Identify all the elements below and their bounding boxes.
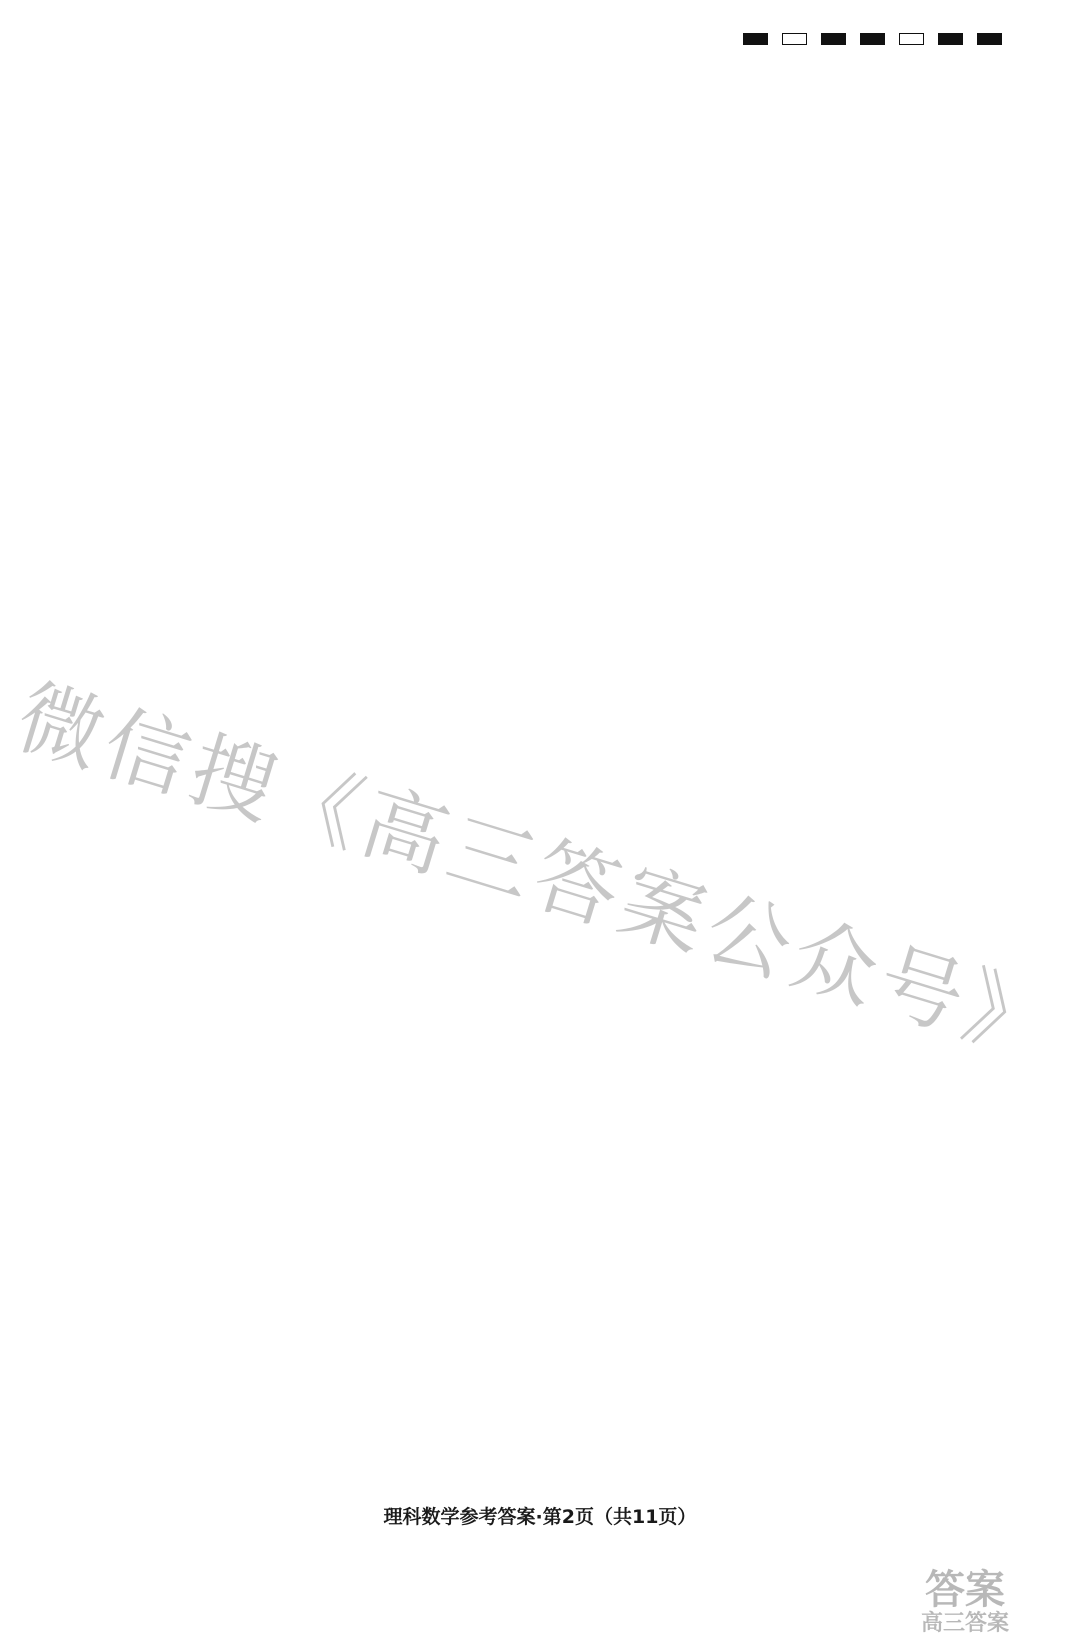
header-mark xyxy=(743,33,768,45)
header-mark xyxy=(938,33,963,45)
page-footer: 理科数学参考答案·第2页（共11页） xyxy=(383,1506,697,1528)
header-mark xyxy=(821,33,846,45)
header-marks xyxy=(743,33,1002,45)
header-mark xyxy=(782,33,807,45)
header-mark xyxy=(860,33,885,45)
header-mark xyxy=(899,33,924,45)
stamp-line-1: 答案 xyxy=(925,1567,1005,1613)
stamp-line-2: 高三答案 xyxy=(920,1611,1009,1636)
header-mark xyxy=(977,33,1002,45)
corner-stamp xyxy=(890,1568,1040,1642)
watermark-text: 微信搜《高三答案公众号》 xyxy=(6,667,1068,1077)
